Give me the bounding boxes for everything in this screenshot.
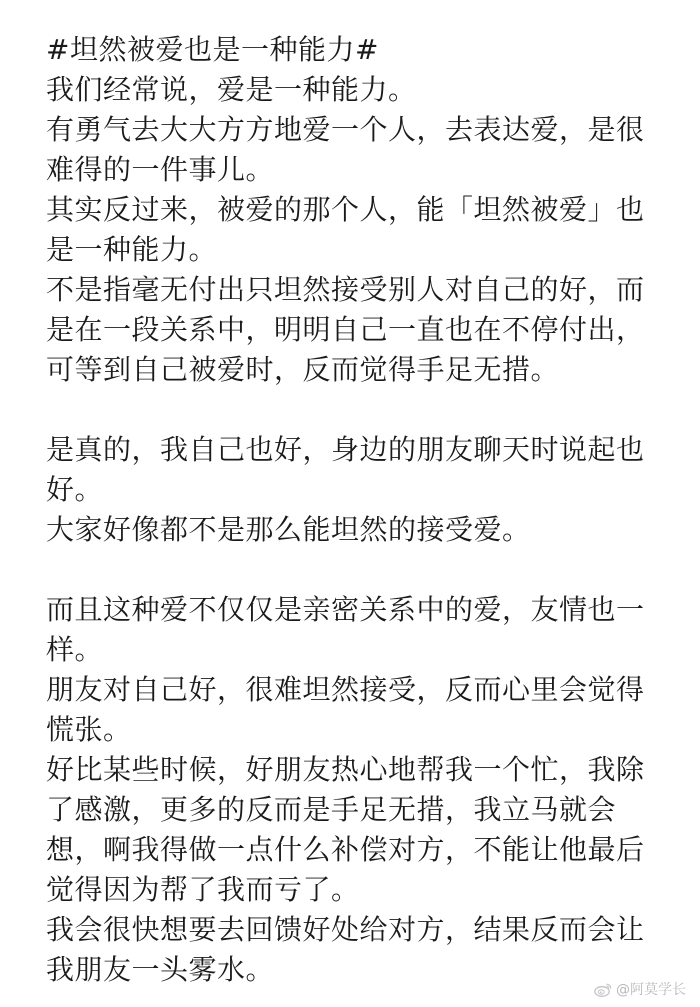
post-line: 样。 <box>46 633 104 666</box>
post-line: 其实反过来，被爱的那个人，能「坦然被爱」也 <box>46 193 645 226</box>
post-line: 可等到自己被爱时，反而觉得手足无措。 <box>46 353 560 386</box>
post-line: 是一种能力。 <box>46 233 218 266</box>
post-line: 我们经常说，爱是一种能力。 <box>46 73 417 106</box>
watermark <box>594 979 686 999</box>
post-line: 难得的一件事儿。 <box>46 153 275 186</box>
weibo-logo-icon <box>594 982 612 997</box>
post-line: 大家好像都不是那么能坦然的接受爱。 <box>46 513 531 546</box>
watermark-text: @阿莫学长 <box>616 982 686 998</box>
post-line: 是真的，我自己也好，身边的朋友聊天时说起也 <box>46 433 645 466</box>
paragraph-gap <box>46 390 656 430</box>
paragraph-gap <box>46 550 656 590</box>
post-line: 觉得因为帮了我而亏了。 <box>46 873 360 906</box>
post-line: 有勇气去大大方方地爱一个人，去表达爱，是很 <box>46 113 645 146</box>
post-line: 好。 <box>46 473 104 506</box>
post-line: 我朋友一头雾水。 <box>46 953 275 986</box>
post-line: 好比某些时候，好朋友热心地帮我一个忙，我除 <box>46 753 645 786</box>
post-line: 慌张。 <box>46 713 132 746</box>
post-line: 想，啊我得做一点什么补偿对方，不能让他最后 <box>46 833 645 866</box>
post-line: 我会很快想要去回馈好处给对方，结果反而会让 <box>46 913 645 946</box>
post-line: 不是指毫无付出只坦然接受别人对自己的好，而 <box>46 273 645 306</box>
post-line: 是在一段关系中，明明自己一直也在不停付出， <box>46 313 645 346</box>
post-line: 了感激，更多的反而是手足无措，我立马就会 <box>46 793 617 826</box>
post-line: #坦然被爱也是一种能力# <box>46 33 379 66</box>
post-body <box>46 30 656 990</box>
post-line: 而且这种爱不仅仅是亲密关系中的爱，友情也一 <box>46 593 645 626</box>
post-line: 朋友对自己好，很难坦然接受，反而心里会觉得 <box>46 673 645 706</box>
